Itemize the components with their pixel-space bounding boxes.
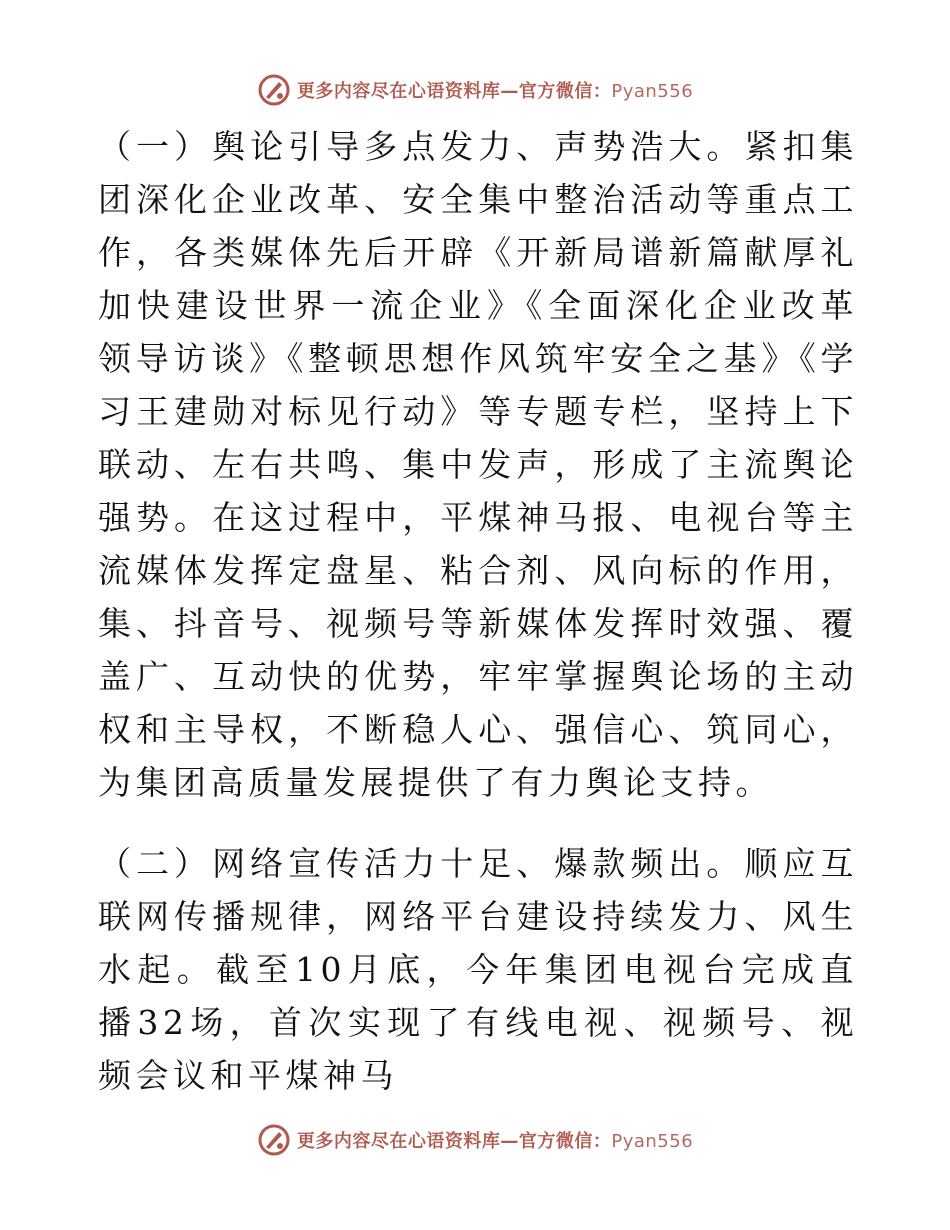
seal-logo-icon xyxy=(257,73,291,107)
watermark-text: 更多内容尽在心语资料库—官方微信：Pyan556 xyxy=(296,81,694,102)
header-watermark xyxy=(0,70,950,110)
seal-logo-icon xyxy=(257,1123,291,1157)
footer-watermark xyxy=(0,1120,950,1160)
watermark-text: 更多内容尽在心语资料库—官方微信：Pyan556 xyxy=(296,1131,694,1152)
document-body xyxy=(98,120,858,1102)
paragraph-1: （一）舆论引导多点发力、声势浩大。紧扣集团深化企业改革、安全集中整治活动等重点工作，各类媒体先后开辟《开新局谱新篇献厚礼加快建设世界一流企业》《全面深化企业改革领导访谈》《整顿思想作风筑牢安全之基》《学习王建勋对标见行动》等专题专栏，坚持上下联动、左右共鸣、集中发声，形成了主流舆论强势。在这过程中，平煤神马报、电视台等主流媒体发挥定盘星、粘合剂、风向标的作用，集、抖音号、视频号等新媒体发挥时效强、覆盖广、互动快的优势，牢牢掌握舆论场的主动权和主导权，不断稳人心、强信心、筑同心，为集团高质量发展提供了有力舆论支持。 xyxy=(98,127,858,802)
paragraph-2: （二）网络宣传活力十足、爆款频出。顺应互联网传播规律，网络平台建设持续发力、风生水起。截至10月底，今年集团电视台完成直播32场，首次实现了有线电视、视频号、视频会议和平煤神马 xyxy=(98,844,858,1095)
